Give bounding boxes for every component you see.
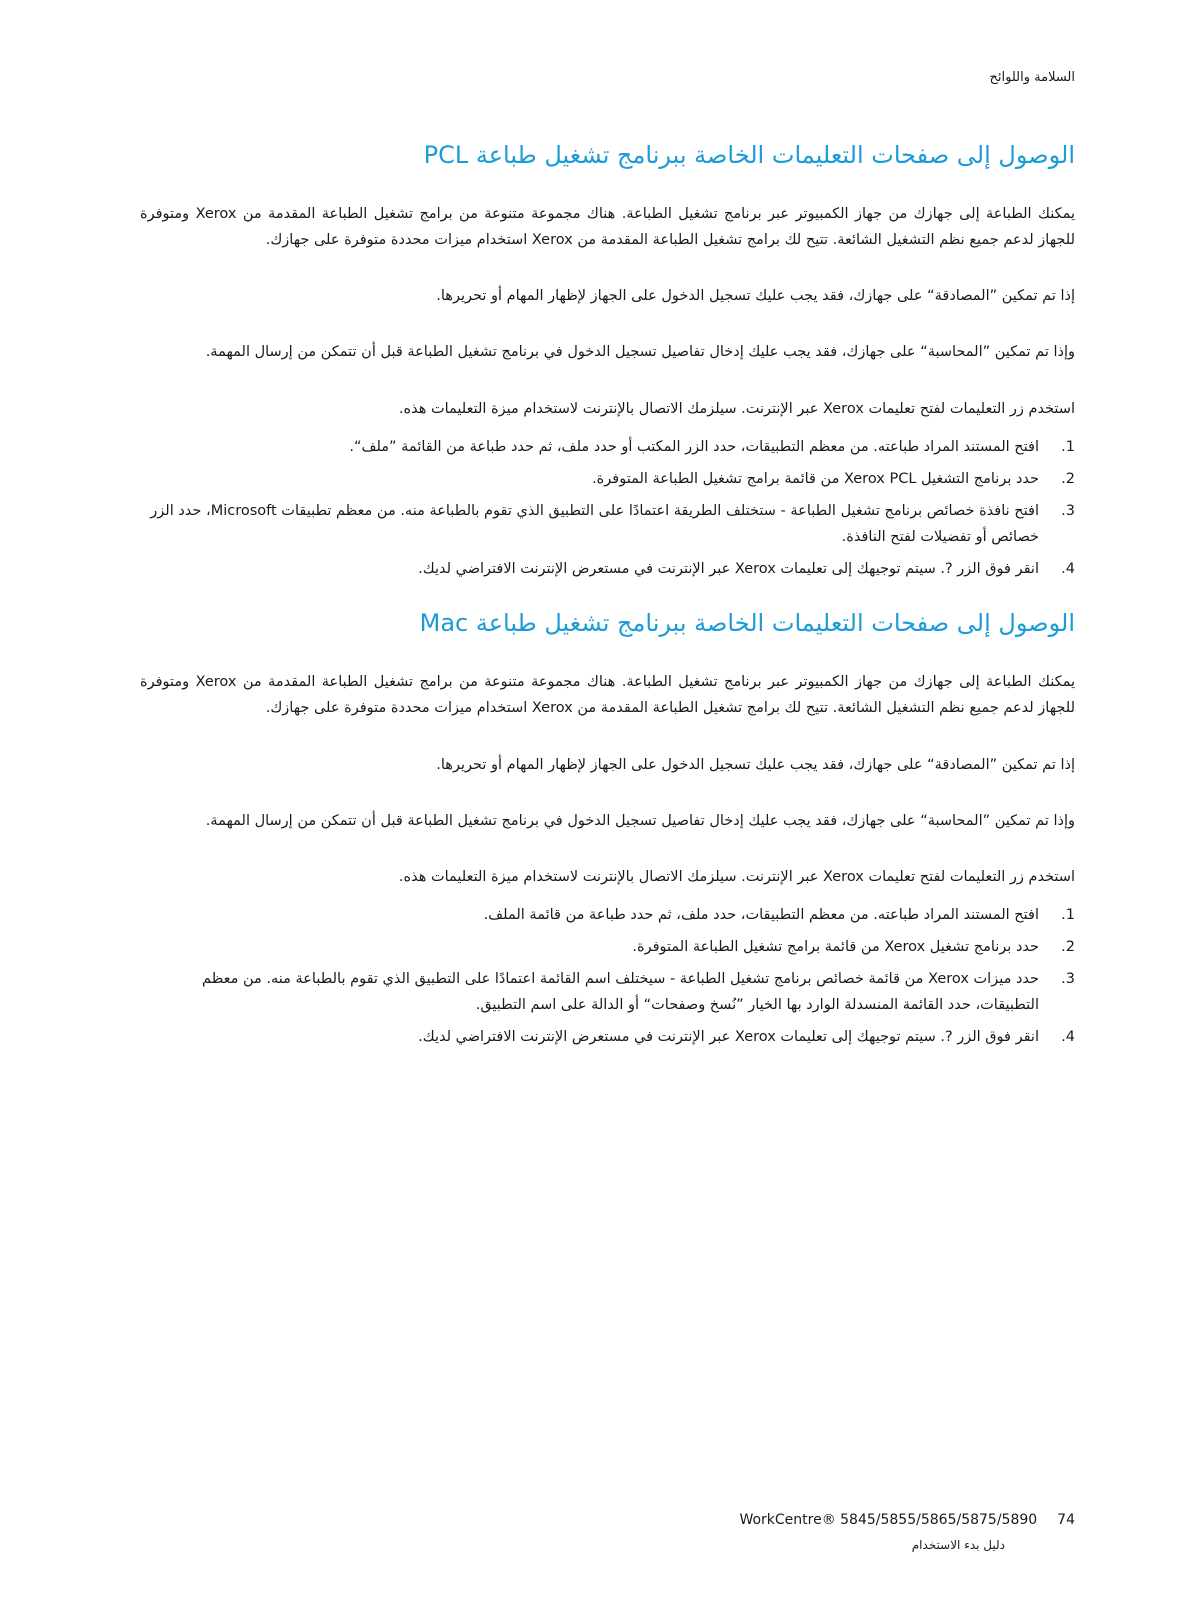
list-item [140, 434, 1075, 460]
footer-model-name: WorkCentre® 5845/5855/5865/5875/5890 [739, 1512, 1038, 1528]
step-number: 2. [1061, 470, 1075, 487]
paragraph: وإذا تم تمكين ”المحاسبة“ على جهازك، فقد يجب عليك إدخال تفاصيل تسجيل الدخول في برنامج تشغيل الطباعة قبل أن تتمكن من إرسال المهمة. [205, 812, 1075, 829]
page-number: 74 [1057, 1512, 1075, 1528]
step-text: افتح نافذة خصائص برنامج تشغيل الطباعة - ستختلف الطريقة اعتمادًا على التطبيق الذي تقوم بالطباعة منه. من معظم تطبيقات Microsoft، حدد الزر خصائص أو تفضيلات لفتح النافذة. [150, 502, 1039, 545]
step-number: 1. [1061, 438, 1075, 455]
section-pcl [140, 140, 1075, 582]
steps-list [140, 902, 1075, 1050]
list-item [140, 1024, 1075, 1050]
section-heading: الوصول إلى صفحات التعليمات الخاصة ببرنامج تشغيل طباعة Mac [419, 609, 1075, 638]
step-number: 1. [1061, 906, 1075, 923]
list-item [140, 498, 1075, 550]
step-text: حدد برنامج تشغيل Xerox من قائمة برامج تشغيل الطباعة المتوفرة. [632, 938, 1039, 955]
paragraph: استخدم زر التعليمات لفتح تعليمات Xerox عبر الإنترنت. سيلزمك الاتصال بالإنترنت لاستخدام ميزة التعليمات هذه. [398, 868, 1075, 885]
step-number: 2. [1061, 938, 1075, 955]
steps-list [140, 434, 1075, 582]
step-number: 4. [1061, 561, 1075, 578]
step-text: افتح المستند المراد طباعته. من معظم التطبيقات، حدد ملف، ثم حدد طباعة من قائمة الملف. [483, 906, 1039, 923]
list-item [140, 934, 1075, 960]
step-text: حدد برنامج التشغيل Xerox PCL من قائمة برامج تشغيل الطباعة المتوفرة. [592, 470, 1039, 487]
page-content [140, 128, 1075, 1076]
running-head: السلامة واللوائح [989, 70, 1075, 85]
list-item [140, 902, 1075, 928]
paragraph: إذا تم تمكين ”المصادقة“ على جهازك، فقد يجب عليك تسجيل الدخول على الجهاز لإظهار المهام أو تحريرها. [436, 756, 1075, 773]
paragraph: يمكنك الطباعة إلى جهازك من جهاز الكمبيوتر عبر برنامج تشغيل الطباعة. هناك مجموعة متنوعة من برامج تشغيل الطباعة المقدمة من Xerox ومتوفرة للجهاز لدعم جميع نظم التشغيل الشائعة. تتيح لك برامج تشغيل الطباعة المقدمة من Xerox استخدام ميزات محددة متوفرة على جهازك. [140, 206, 1075, 249]
step-number: 4. [1061, 1029, 1075, 1046]
step-number: 3. [1061, 970, 1075, 987]
list-item [140, 556, 1075, 582]
paragraph: يمكنك الطباعة إلى جهازك من جهاز الكمبيوتر عبر برنامج تشغيل الطباعة. هناك مجموعة متنوعة من برامج تشغيل الطباعة المقدمة من Xerox ومتوفرة للجهاز لدعم جميع نظم التشغيل الشائعة. تتيح لك برامج تشغيل الطباعة المقدمة من Xerox استخدام ميزات محددة متوفرة على جهازك. [140, 674, 1075, 717]
step-text: حدد ميزات Xerox من قائمة خصائص برنامج تشغيل الطباعة - سيختلف اسم القائمة اعتمادًا على التطبيق الذي تقوم بالطباعة منه. من معظم التطبيقات، حدد القائمة المنسدلة الوارد بها الخيار ”نُسخ وصفحات“ أو الدالة على اسم التطبيق. [202, 970, 1039, 1014]
list-item [140, 466, 1075, 492]
paragraph: وإذا تم تمكين ”المحاسبة“ على جهازك، فقد يجب عليك إدخال تفاصيل تسجيل الدخول في برنامج تشغيل الطباعة قبل أن تتمكن من إرسال المهمة. [205, 344, 1075, 361]
list-item [140, 966, 1075, 1018]
step-text: انقر فوق الزر ?. سيتم توجيهك إلى تعليمات Xerox عبر الإنترنت في مستعرض الإنترنت الافتراضي لديك. [418, 561, 1039, 578]
section-mac [140, 608, 1075, 1050]
footer-guide-title: دليل بدء الاستخدام [911, 1538, 1005, 1552]
step-text: انقر فوق الزر ?. سيتم توجيهك إلى تعليمات Xerox عبر الإنترنت في مستعرض الإنترنت الافتراضي لديك. [418, 1029, 1039, 1046]
step-text: افتح المستند المراد طباعته. من معظم التطبيقات، حدد الزر المكتب أو حدد ملف، ثم حدد طباعة من القائمة ”ملف“. [349, 438, 1039, 455]
footer-model [739, 1512, 1075, 1528]
paragraph: استخدم زر التعليمات لفتح تعليمات Xerox عبر الإنترنت. سيلزمك الاتصال بالإنترنت لاستخدام ميزة التعليمات هذه. [398, 400, 1075, 417]
paragraph: إذا تم تمكين ”المصادقة“ على جهازك، فقد يجب عليك تسجيل الدخول على الجهاز لإظهار المهام أو تحريرها. [436, 288, 1075, 305]
step-number: 3. [1061, 502, 1075, 519]
section-heading: الوصول إلى صفحات التعليمات الخاصة ببرنامج تشغيل طباعة PCL [423, 141, 1075, 169]
